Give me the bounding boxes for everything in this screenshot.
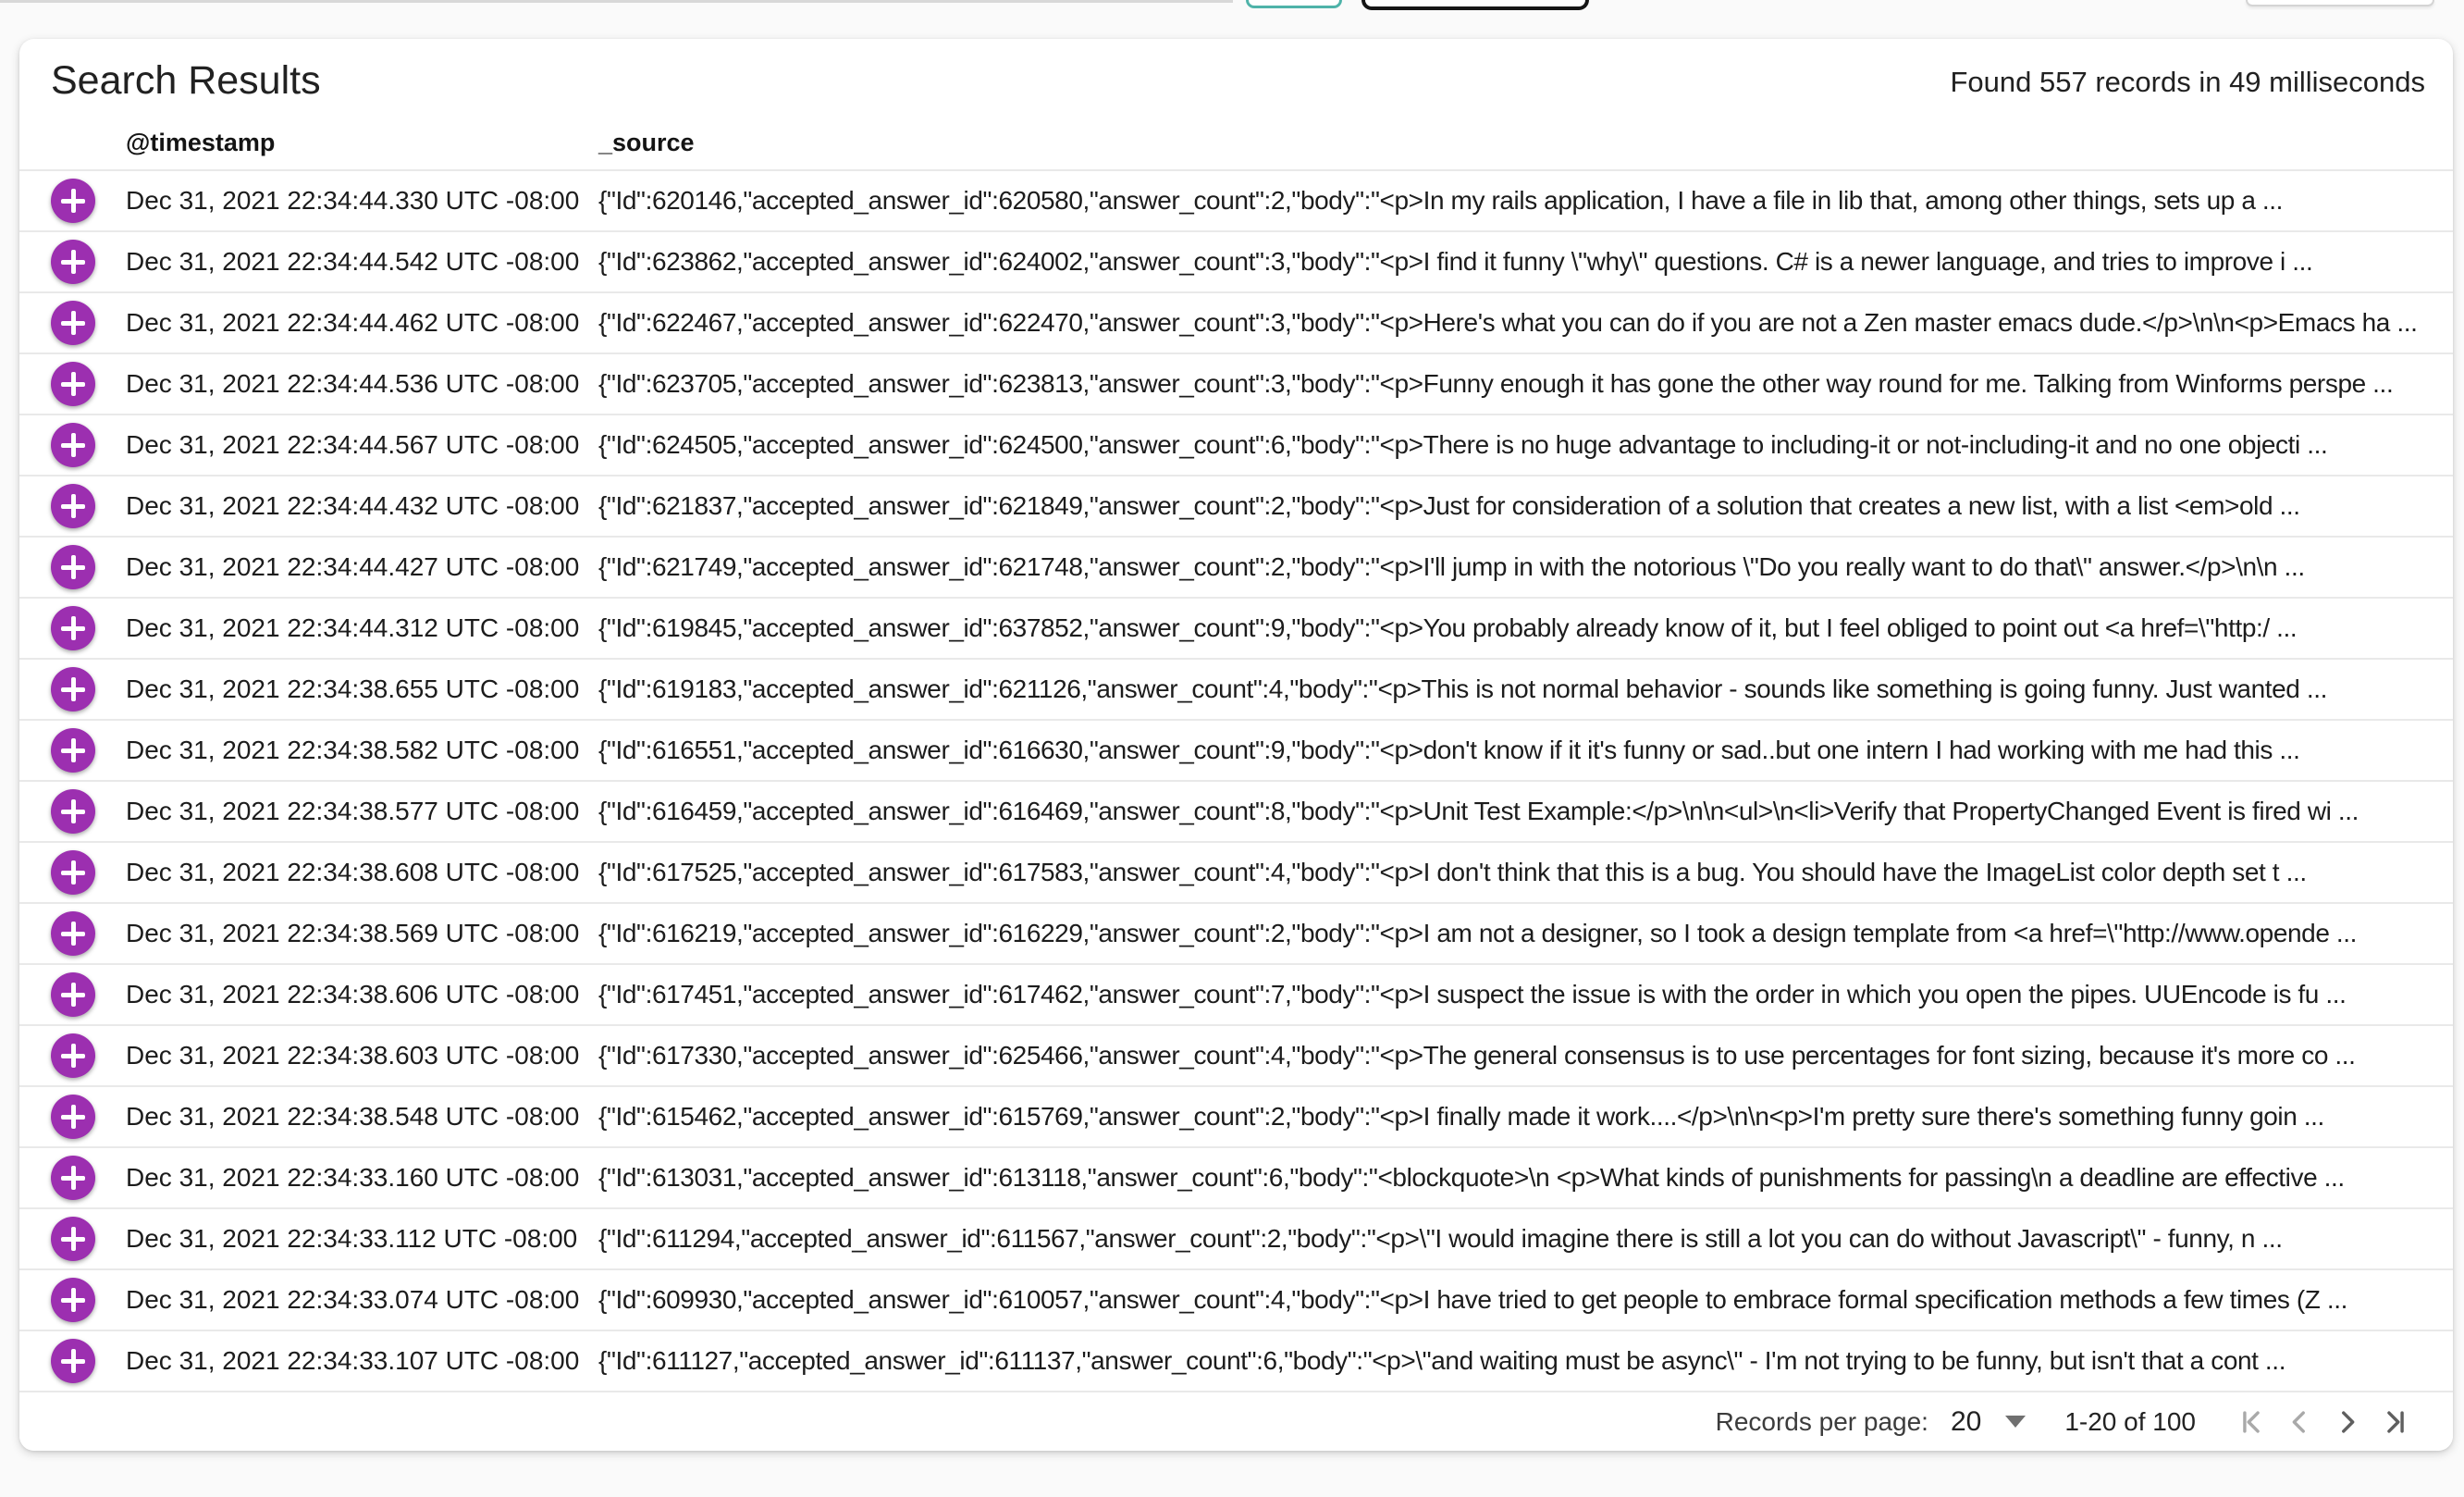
plus-icon bbox=[51, 972, 95, 1017]
table-row bbox=[19, 169, 2453, 230]
plus-icon bbox=[51, 179, 95, 223]
timestamp-cell: Dec 31, 2021 22:34:38.582 UTC -08:00 bbox=[126, 736, 580, 764]
table-row bbox=[19, 902, 2453, 963]
source-cell: {"Id":609930,"accepted_answer_id":610057,"answer_count":4,"body":"<p>I have tried to get people to embrace formal specification methods a few times (Z ... bbox=[598, 1285, 2347, 1314]
table-row bbox=[19, 1146, 2453, 1207]
previous-page-button[interactable] bbox=[2275, 1402, 2323, 1442]
table-row bbox=[19, 841, 2453, 902]
table-row bbox=[19, 963, 2453, 1024]
timestamp-cell: Dec 31, 2021 22:34:33.112 UTC -08:00 bbox=[126, 1224, 578, 1253]
timestamp-cell: Dec 31, 2021 22:34:33.160 UTC -08:00 bbox=[126, 1163, 580, 1192]
top-nav-divider bbox=[0, 0, 1233, 3]
timestamp-cell: Dec 31, 2021 22:34:38.569 UTC -08:00 bbox=[126, 919, 580, 947]
table-body bbox=[19, 169, 2453, 1391]
expand-record-button[interactable] bbox=[51, 789, 95, 834]
column-header-timestamp: @timestamp bbox=[126, 128, 276, 156]
timestamp-cell: Dec 31, 2021 22:34:33.074 UTC -08:00 bbox=[126, 1285, 580, 1314]
expand-record-button[interactable] bbox=[51, 1217, 95, 1261]
column-header-source: _source bbox=[598, 128, 695, 156]
first-page-icon bbox=[2236, 1406, 2267, 1438]
plus-icon bbox=[51, 1278, 95, 1322]
plus-icon bbox=[51, 606, 95, 650]
expand-record-button[interactable] bbox=[51, 1156, 95, 1200]
plus-icon bbox=[51, 362, 95, 406]
expand-record-button[interactable] bbox=[51, 1095, 95, 1139]
timestamp-cell: Dec 31, 2021 22:34:38.606 UTC -08:00 bbox=[126, 980, 580, 1008]
timestamp-cell: Dec 31, 2021 22:34:38.577 UTC -08:00 bbox=[126, 797, 580, 825]
plus-icon bbox=[51, 1095, 95, 1139]
table-row bbox=[19, 230, 2453, 291]
timestamp-cell: Dec 31, 2021 22:34:33.107 UTC -08:00 bbox=[126, 1346, 580, 1375]
plus-icon bbox=[51, 484, 95, 528]
table-row bbox=[19, 1207, 2453, 1268]
timestamp-cell: Dec 31, 2021 22:34:38.608 UTC -08:00 bbox=[126, 858, 580, 886]
table-row bbox=[19, 414, 2453, 475]
expand-record-button[interactable] bbox=[51, 728, 95, 773]
search-results-card bbox=[19, 39, 2453, 1451]
plus-icon bbox=[51, 667, 95, 711]
table-row bbox=[19, 353, 2453, 414]
expand-record-button[interactable] bbox=[51, 850, 95, 895]
plus-icon bbox=[51, 301, 95, 345]
table-row bbox=[19, 1024, 2453, 1085]
source-cell: {"Id":616219,"accepted_answer_id":616229,"answer_count":2,"body":"<p>I am not a designer, so I took a design template from <a href=\"http://www.opende ... bbox=[598, 919, 2358, 947]
source-cell: {"Id":611294,"accepted_answer_id":611567,"answer_count":2,"body":"<p>\"I would imagine there is still a lot you can do without Javascript\" - funny, n ... bbox=[598, 1224, 2283, 1253]
result-summary: Found 557 records in 49 milliseconds bbox=[1950, 66, 2425, 98]
expand-record-button[interactable] bbox=[51, 362, 95, 406]
plus-icon bbox=[51, 545, 95, 589]
timestamp-cell: Dec 31, 2021 22:34:44.542 UTC -08:00 bbox=[126, 247, 580, 276]
expand-record-button[interactable] bbox=[51, 911, 95, 956]
expand-record-button[interactable] bbox=[51, 545, 95, 589]
expand-record-button[interactable] bbox=[51, 972, 95, 1017]
next-page-button[interactable] bbox=[2323, 1402, 2372, 1442]
expand-record-button[interactable] bbox=[51, 179, 95, 223]
expand-record-button[interactable] bbox=[51, 1278, 95, 1322]
chevron-down-icon bbox=[2005, 1416, 2026, 1428]
timestamp-cell: Dec 31, 2021 22:34:38.548 UTC -08:00 bbox=[126, 1102, 580, 1131]
source-cell: {"Id":622467,"accepted_answer_id":622470,"answer_count":3,"body":"<p>Here's what you can do if you are not a Zen master emacs dude.</p>\n\n<p>Emacs ha ... bbox=[598, 308, 2418, 337]
table-row bbox=[19, 1085, 2453, 1146]
plus-icon bbox=[51, 850, 95, 895]
timestamp-cell: Dec 31, 2021 22:34:44.330 UTC -08:00 bbox=[126, 186, 580, 215]
timestamp-cell: Dec 31, 2021 22:34:44.536 UTC -08:00 bbox=[126, 369, 580, 398]
records-per-page-label: Records per page: bbox=[1715, 1406, 1928, 1436]
pagination-range-label: 1-20 of 100 bbox=[2064, 1406, 2196, 1436]
timestamp-cell: Dec 31, 2021 22:34:38.603 UTC -08:00 bbox=[126, 1041, 580, 1070]
table-row bbox=[19, 1330, 2453, 1391]
first-page-button[interactable] bbox=[2227, 1402, 2275, 1442]
source-cell: {"Id":621837,"accepted_answer_id":621849,"answer_count":2,"body":"<p>Just for consideration of a solution that creates a new list, with a list <em>old ... bbox=[598, 491, 2300, 520]
table-row bbox=[19, 597, 2453, 658]
expand-record-button[interactable] bbox=[51, 240, 95, 284]
plus-icon bbox=[51, 911, 95, 956]
plus-icon bbox=[51, 1156, 95, 1200]
timestamp-cell: Dec 31, 2021 22:34:44.462 UTC -08:00 bbox=[126, 308, 580, 337]
plus-icon bbox=[51, 789, 95, 834]
source-cell: {"Id":617525,"accepted_answer_id":617583,"answer_count":4,"body":"<p>I don't think that this is a bug. You should have the ImageList color depth set t ... bbox=[598, 858, 2307, 886]
source-cell: {"Id":617451,"accepted_answer_id":617462,"answer_count":7,"body":"<p>I suspect the issue is with the order in which you open the pipes. UUEncode is fu ... bbox=[598, 980, 2347, 1008]
timestamp-cell: Dec 31, 2021 22:34:44.312 UTC -08:00 bbox=[126, 613, 580, 642]
source-cell: {"Id":613031,"accepted_answer_id":613118,"answer_count":6,"body":"<blockquote>\n <p>What kinds of punishments for passing\n a deadline are effective ... bbox=[598, 1163, 2345, 1192]
source-cell: {"Id":620146,"accepted_answer_id":620580,"answer_count":2,"body":"<p>In my rails application, I have a file in lib that, among other things, sets up a ... bbox=[598, 186, 2284, 215]
source-cell: {"Id":616551,"accepted_answer_id":616630,"answer_count":9,"body":"<p>don't know if it it's funny or sad..but one intern I had working with me had this ... bbox=[598, 736, 2300, 764]
next-page-icon bbox=[2332, 1406, 2363, 1438]
table-row bbox=[19, 780, 2453, 841]
plus-icon bbox=[51, 1217, 95, 1261]
source-cell: {"Id":619845,"accepted_answer_id":637852,"answer_count":9,"body":"<p>You probably already know of it, but I feel obliged to point out <a href=\"http:/ ... bbox=[598, 613, 2298, 642]
records-per-page-select[interactable] bbox=[1951, 1406, 2026, 1438]
expand-record-button[interactable] bbox=[51, 606, 95, 650]
timestamp-cell: Dec 31, 2021 22:34:38.655 UTC -08:00 bbox=[126, 674, 580, 703]
expand-record-button[interactable] bbox=[51, 1339, 95, 1383]
previous-page-icon bbox=[2284, 1406, 2315, 1438]
expand-record-button[interactable] bbox=[51, 484, 95, 528]
table-row bbox=[19, 719, 2453, 780]
table-row bbox=[19, 1268, 2453, 1330]
source-cell: {"Id":617330,"accepted_answer_id":625466,"answer_count":4,"body":"<p>The general consensus is to use percentages for font sizing, because it's more co ... bbox=[598, 1041, 2356, 1070]
last-page-button[interactable] bbox=[2372, 1402, 2420, 1442]
expand-record-button[interactable] bbox=[51, 1033, 95, 1078]
page-title: Search Results bbox=[51, 58, 321, 103]
partial-teal-button[interactable] bbox=[1246, 0, 1342, 8]
table-row bbox=[19, 291, 2453, 353]
partial-search-box[interactable] bbox=[1361, 0, 1589, 10]
pagination-bar bbox=[19, 1391, 2453, 1451]
plus-icon bbox=[51, 240, 95, 284]
timestamp-cell: Dec 31, 2021 22:34:44.432 UTC -08:00 bbox=[126, 491, 580, 520]
plus-icon bbox=[51, 1033, 95, 1078]
expand-record-button[interactable] bbox=[51, 423, 95, 467]
source-cell: {"Id":623705,"accepted_answer_id":623813,"answer_count":3,"body":"<p>Funny enough it has gone the other way round for me. Talking from Winforms perspe ... bbox=[598, 369, 2394, 398]
pagination-buttons bbox=[2227, 1402, 2420, 1442]
table-row bbox=[19, 475, 2453, 536]
table-row bbox=[19, 536, 2453, 597]
source-cell: {"Id":623862,"accepted_answer_id":624002,"answer_count":3,"body":"<p>I find it funny \"why\" questions. C# is a newer language, and tries to improve i ... bbox=[598, 247, 2313, 276]
last-page-icon bbox=[2380, 1406, 2411, 1438]
plus-icon bbox=[51, 728, 95, 773]
timestamp-cell: Dec 31, 2021 22:34:44.567 UTC -08:00 bbox=[126, 430, 580, 459]
expand-record-button[interactable] bbox=[51, 667, 95, 711]
source-cell: {"Id":615462,"accepted_answer_id":615769,"answer_count":2,"body":"<p>I finally made it work....</p>\n\n<p>I'm pretty sure there's something funny goin ... bbox=[598, 1102, 2324, 1131]
source-cell: {"Id":621749,"accepted_answer_id":621748,"answer_count":2,"body":"<p>I'll jump in with the notorious \"Do you really want to do that\" answer.</p>\n\n ... bbox=[598, 552, 2305, 581]
source-cell: {"Id":616459,"accepted_answer_id":616469,"answer_count":8,"body":"<p>Unit Test Example:</p>\n\n<ul>\n<li>Verify that PropertyChanged Event is fired wi ... bbox=[598, 797, 2359, 825]
table-header-row bbox=[19, 116, 2453, 169]
plus-icon bbox=[51, 423, 95, 467]
table-row bbox=[19, 658, 2453, 719]
timestamp-cell: Dec 31, 2021 22:34:44.427 UTC -08:00 bbox=[126, 552, 580, 581]
partial-card-above bbox=[2246, 0, 2434, 6]
source-cell: {"Id":619183,"accepted_answer_id":621126,"answer_count":4,"body":"<p>This is not normal behavior - sounds like something is going funny. Just wanted ... bbox=[598, 674, 2327, 703]
records-per-page-value: 20 bbox=[1950, 1405, 1982, 1437]
expand-record-button[interactable] bbox=[51, 301, 95, 345]
source-cell: {"Id":624505,"accepted_answer_id":624500,"answer_count":6,"body":"<p>There is no huge advantage to including-it or not-including-it and no one objecti ... bbox=[598, 430, 2328, 459]
plus-icon bbox=[51, 1339, 95, 1383]
source-cell: {"Id":611127,"accepted_answer_id":611137,"answer_count":6,"body":"<p>\"and waiting must be async\" - I'm not trying to be funny, but isn't that a cont ... bbox=[598, 1346, 2286, 1375]
